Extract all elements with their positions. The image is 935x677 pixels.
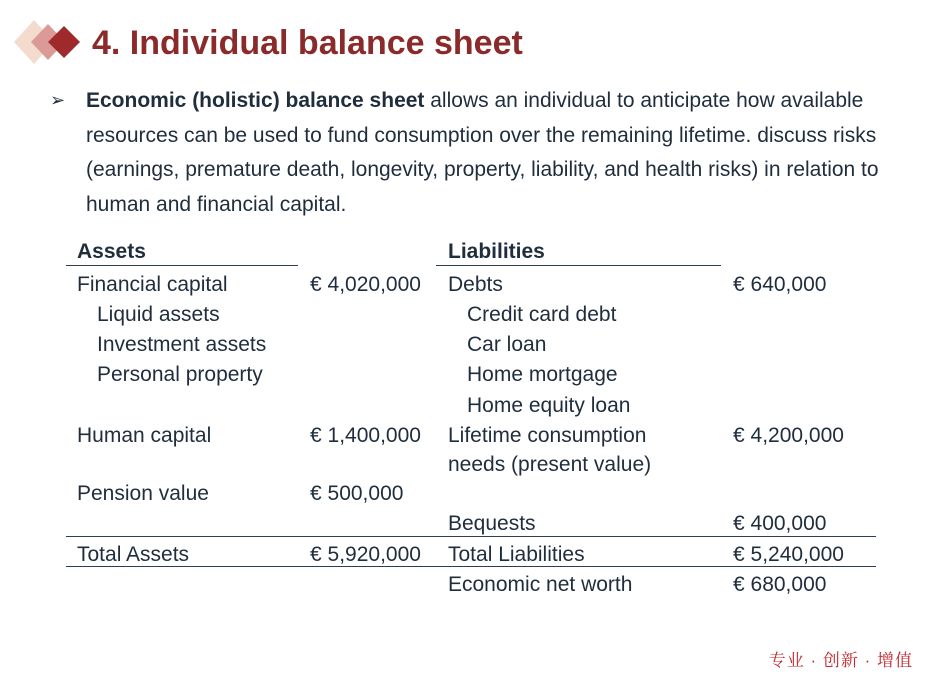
investment-assets-label: Investment assets [97,333,267,356]
assets-header: Assets [77,240,146,263]
liabilities-header-rule [436,265,721,266]
debts-label: Debts [448,273,503,296]
bullet-paragraph [86,84,886,222]
totals-top-rule [66,536,876,537]
pension-value-value: € 500,000 [310,482,404,505]
pension-value-label: Pension value [77,482,209,505]
bequests-label: Bequests [448,512,536,535]
total-assets-value: € 5,920,000 [310,543,421,566]
credit-card-debt-label: Credit card debt [467,303,617,326]
human-capital-label: Human capital [77,424,212,447]
liquid-assets-label: Liquid assets [97,303,220,326]
lifetime-consumption-value: € 4,200,000 [733,424,844,447]
human-capital-value: € 1,400,000 [310,424,421,447]
bullet-body-text: allows an individual to anticipate how available resources can be used to fund consumption over the remaining lifetime. discuss risks (earnings, premature death, longevity, property, liability, and health risks) in relation to human and financial capital. [86,89,879,216]
debts-value: € 640,000 [733,273,827,296]
lifetime-consumption-label-line2: needs (present value) [448,453,652,476]
total-assets-label: Total Assets [77,543,190,566]
bullet-arrow-icon: ➢ [50,90,66,110]
lifetime-consumption-label-line1: Lifetime consumption [448,424,647,447]
footer-slogan: 专业 · 创新 · 增值 [768,651,913,670]
car-loan-label: Car loan [467,333,547,356]
total-liabilities-label: Total Liabilities [448,543,585,566]
home-equity-loan-label: Home equity loan [467,394,631,417]
bequests-value: € 400,000 [733,512,827,535]
total-liabilities-value: € 5,240,000 [733,543,844,566]
bullet-bold-lead: Economic (holistic) balance sheet [86,89,425,112]
net-worth-label: Economic net worth [448,573,633,596]
net-worth-value: € 680,000 [733,573,827,596]
home-mortgage-label: Home mortgage [467,363,618,386]
assets-header-rule [66,265,298,266]
liabilities-header: Liabilities [448,240,545,263]
personal-property-label: Personal property [97,363,263,386]
page-title: 4. Individual balance sheet [92,24,523,62]
financial-capital-value: € 4,020,000 [310,273,421,296]
financial-capital-label: Financial capital [77,273,228,296]
logo-diamonds-icon [14,18,86,68]
